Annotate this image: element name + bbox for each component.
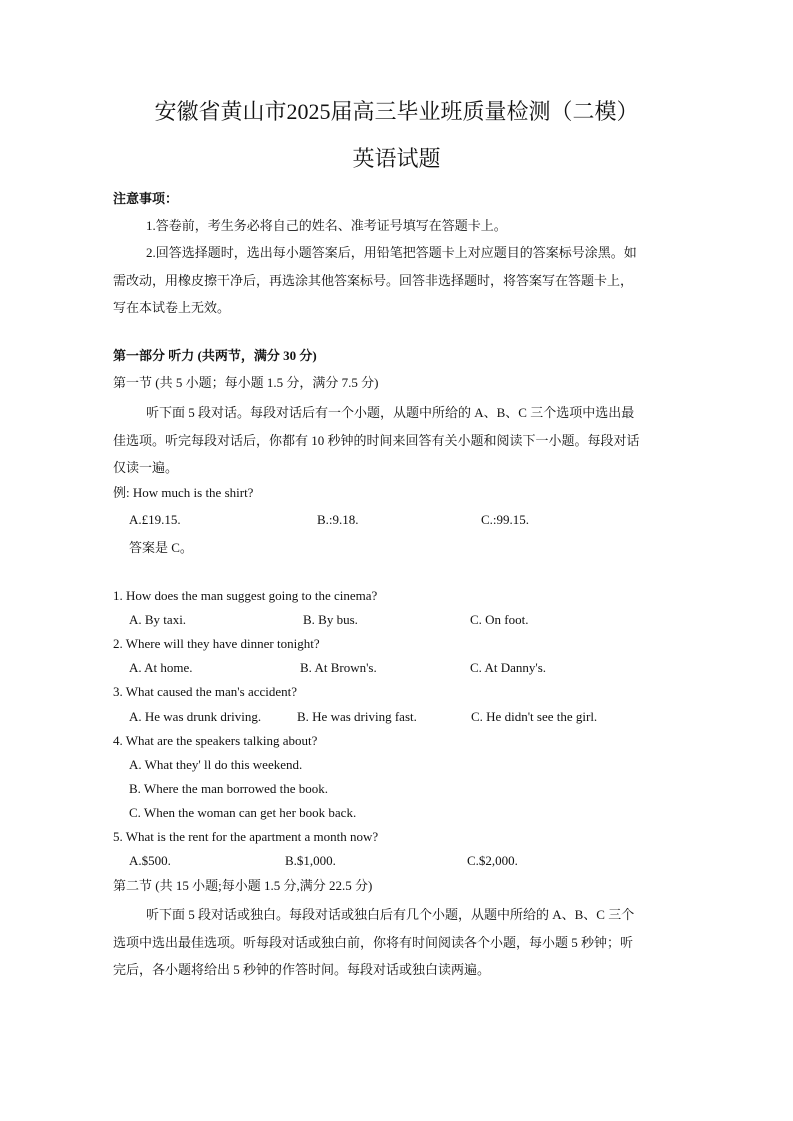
question-1-option-c: C. On foot. — [470, 612, 529, 627]
question-5-option-a: A.$500. — [129, 853, 171, 868]
question-4-option-a: A. What they' ll do this weekend. — [129, 757, 303, 772]
question-2-option-c: C. At Danny's. — [470, 660, 547, 675]
question-1-option-a: A. By taxi. — [129, 612, 187, 627]
section2-instructions-line-2: 选项中选出最佳选项。听每段对话或独白前，你将有时间阅读各个小题，每小题 5 秒钟；听 — [113, 935, 634, 950]
question-3: 3. What caused the man's accident? — [113, 684, 298, 699]
section1-instructions-line-2: 佳选项。听完每段对话后，你都有 10 秒钟的时间来回答有关小题和阅读下一小题。每段对话 — [113, 433, 640, 448]
section2-instructions-line-3: 完后，各小题将给出 5 秒钟的作答时间。每段对话或独白读两遍。 — [113, 962, 491, 977]
question-4-option-c: C. When the woman can get her book back. — [129, 805, 357, 820]
question-2: 2. Where will they have dinner tonight? — [113, 636, 320, 651]
section1-instructions-line-1: 听下面 5 段对话。每段对话后有一个小题，从题中所给的 A、B、C 三个选项中选出最 — [146, 405, 635, 420]
part1-heading: 第一部分 听力 (共两节，满分 30 分) — [113, 348, 317, 363]
question-5: 5. What is the rent for the apartment a month now? — [113, 829, 379, 844]
question-2-option-b: B. At Brown's. — [300, 660, 377, 675]
section2-instructions-line-1: 听下面 5 段对话或独白。每段对话或独白后有几个小题，从题中所给的 A、B、C 三个 — [146, 907, 635, 922]
example-question: 例: How much is the shirt? — [113, 485, 254, 500]
question-4-option-b: B. Where the man borrowed the book. — [129, 781, 329, 796]
exam-title: 安徽省黄山市2025届高三毕业班质量检测（二模） — [154, 99, 639, 124]
example-option-a: A.£19.15. — [129, 512, 181, 527]
example-option-b: B.:9.18. — [317, 512, 359, 527]
question-1: 1. How does the man suggest going to the cinema? — [113, 588, 378, 603]
section1-heading: 第一节 (共 5 小题；每小题 1.5 分，满分 7.5 分) — [113, 375, 379, 390]
question-2-option-a: A. At home. — [129, 660, 193, 675]
question-4: 4. What are the speakers talking about? — [113, 733, 318, 748]
question-3-option-c: C. He didn't see the girl. — [471, 709, 598, 724]
exam-subtitle: 英语试题 — [352, 146, 441, 171]
notes-item-2-line-3: 写在本试卷上无效。 — [113, 300, 231, 315]
notes-item-2-line-1: 2.回答选择题时，选出每小题答案后，用铅笔把答题卡上对应题目的答案标号涂黑。如 — [146, 245, 637, 260]
example-option-c: C.:99.15. — [481, 512, 530, 527]
example-answer: 答案是 C。 — [129, 540, 193, 555]
section1-instructions-line-3: 仅读一遍。 — [113, 460, 179, 475]
question-5-option-b: B.$1,000. — [285, 853, 336, 868]
notes-item-2-line-2: 需改动，用橡皮擦干净后，再选涂其他答案标号。回答非选择题时，将答案写在答题卡上， — [113, 273, 634, 288]
question-1-option-b: B. By bus. — [303, 612, 358, 627]
notes-heading: 注意事项： — [113, 191, 179, 206]
notes-item-1: 1.答卷前，考生务必将自己的姓名、准考证号填写在答题卡上。 — [146, 218, 507, 233]
section2-heading: 第二节 (共 15 小题;每小题 1.5 分,满分 22.5 分) — [113, 878, 373, 893]
question-3-option-a: A. He was drunk driving. — [129, 709, 262, 724]
question-3-option-b: B. He was driving fast. — [297, 709, 417, 724]
question-5-option-c: C.$2,000. — [467, 853, 518, 868]
